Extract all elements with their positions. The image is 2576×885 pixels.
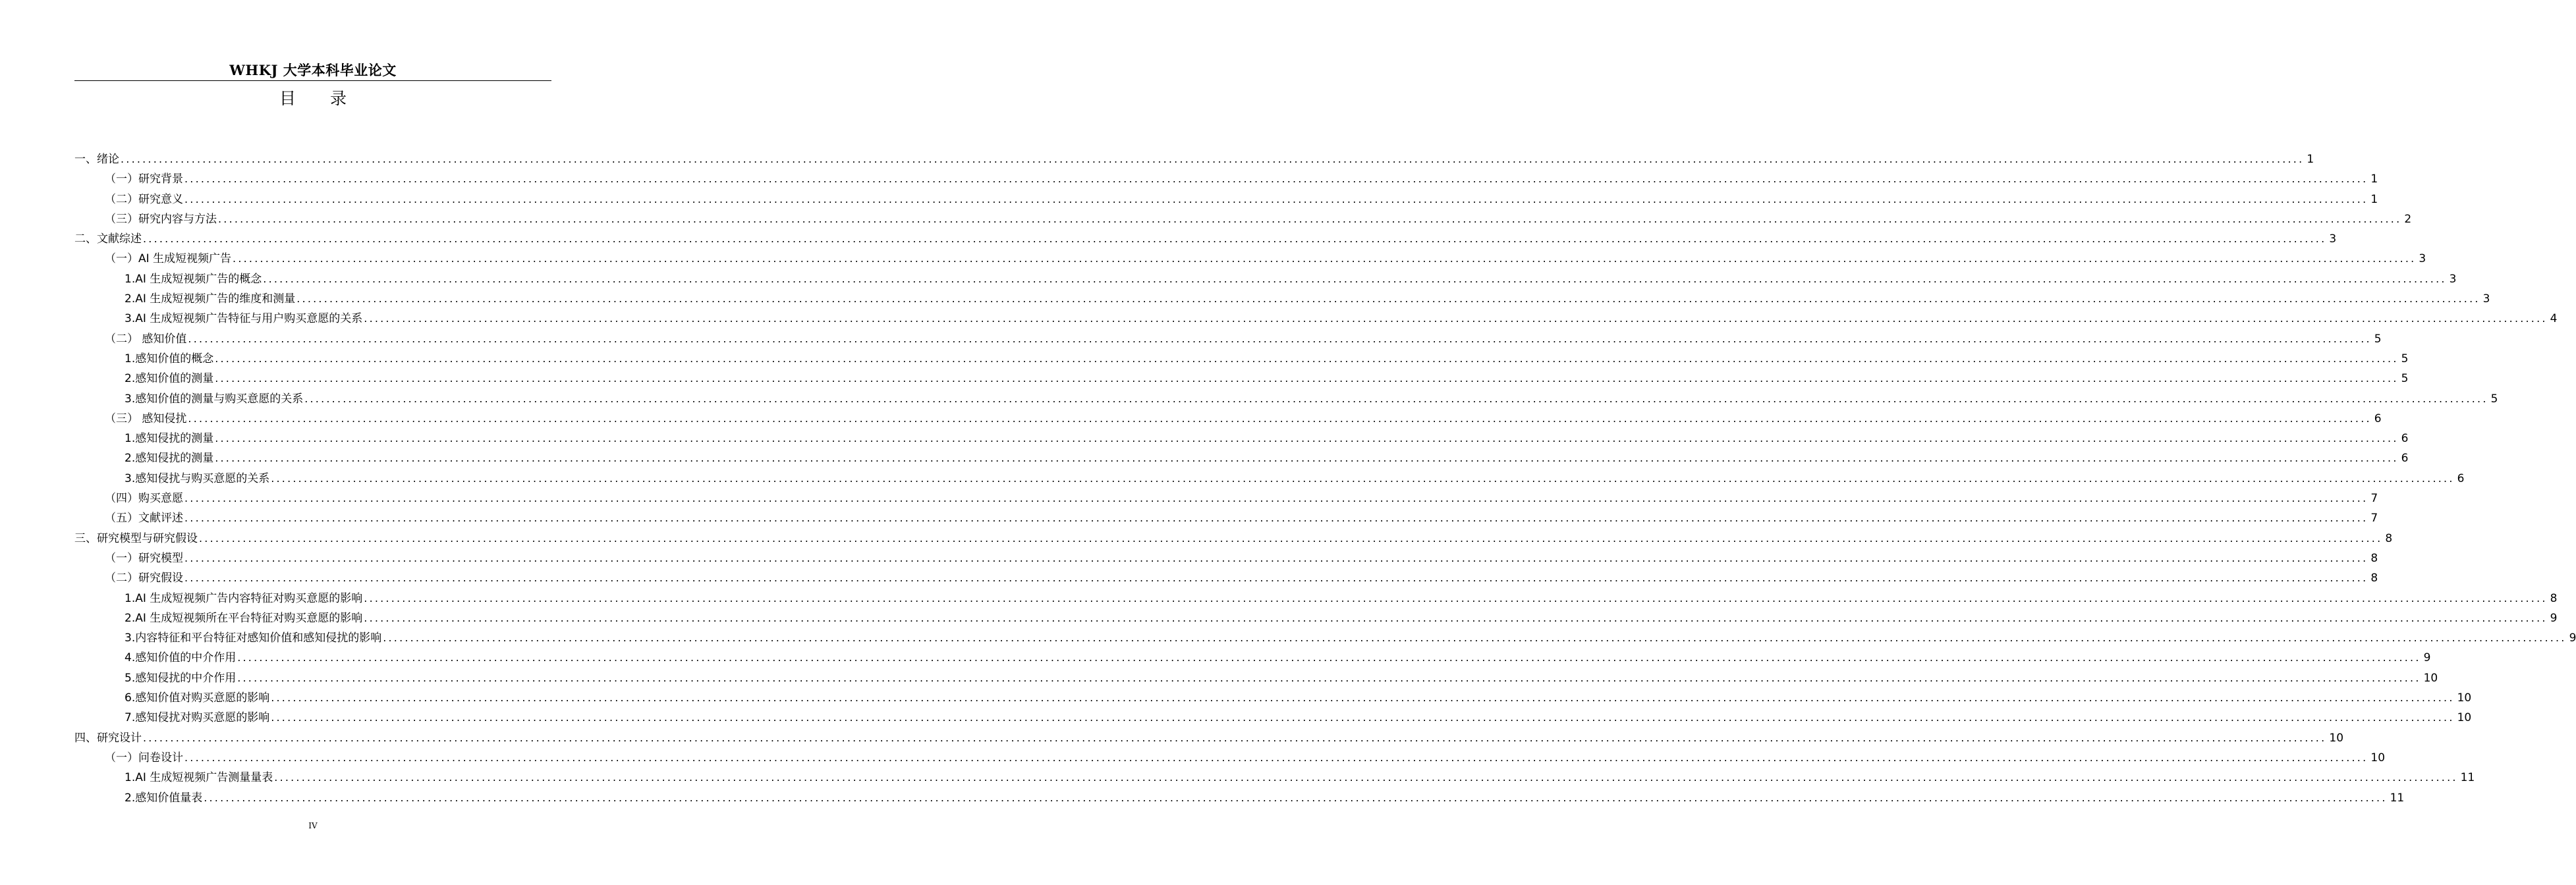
toc-dot-leader: ................................................................................................................................................................................................................................................................................................................................................................................................................ <box>184 751 2368 764</box>
toc-entry <box>74 190 2378 209</box>
toc-entry-title: 3.内容特征和平台特征对感知价值和感知侵扰的影响 <box>125 631 382 645</box>
toc-dot-leader: ................................................................................................................................................................................................................................................................................................................................................................................................................ <box>271 471 2455 485</box>
toc-dot-leader: ................................................................................................................................................................................................................................................................................................................................................................................................................ <box>215 432 2399 445</box>
toc-entry-page: 6 <box>2374 412 2382 425</box>
toc-entry-page: 6 <box>2457 471 2465 485</box>
toc-entry-title: （一）问卷设计 <box>105 751 183 764</box>
toc-entry-page: 3 <box>2449 272 2457 286</box>
toc-entry-page: 8 <box>2370 572 2378 585</box>
toc-entry-page: 9 <box>2550 611 2558 625</box>
toc-entry-page: 6 <box>2401 452 2409 466</box>
toc-dot-leader: ................................................................................................................................................................................................................................................................................................................................................................................................................ <box>237 651 2421 664</box>
toc-entry-page: 1 <box>2307 153 2314 166</box>
toc-entry <box>74 768 2475 788</box>
toc-entry <box>74 349 2409 369</box>
toc-entry <box>74 549 2378 568</box>
toc-entry-title: （二） 感知价值 <box>105 332 187 346</box>
toc-entry-title: 1.AI 生成短视频广告内容特征对购买意愿的影响 <box>125 591 363 605</box>
toc-entry <box>74 469 2465 489</box>
toc-entry-title: 6.感知价值对购买意愿的影响 <box>125 691 270 705</box>
toc-entry <box>74 688 2472 708</box>
toc-dot-leader: ................................................................................................................................................................................................................................................................................................................................................................................................................ <box>184 572 2368 585</box>
toc-dot-leader: ................................................................................................................................................................................................................................................................................................................................................................................................................ <box>188 332 2372 345</box>
toc-dot-leader: ................................................................................................................................................................................................................................................................................................................................................................................................................ <box>184 192 2368 205</box>
toc-entry-page: 6 <box>2401 432 2409 446</box>
toc-entry <box>74 369 2409 389</box>
toc-entry-title: （三）研究内容与方法 <box>105 212 217 226</box>
toc-entry-title: 四、研究设计 <box>74 731 142 745</box>
toc-entry-page: 8 <box>2550 591 2558 605</box>
toc-entry-title: （五）文献评述 <box>105 512 183 525</box>
toc-entry <box>74 648 2431 668</box>
toc-entry <box>74 269 2457 289</box>
toc-entry <box>74 529 2393 549</box>
toc-dot-leader: ................................................................................................................................................................................................................................................................................................................................................................................................................ <box>215 452 2399 465</box>
toc-entry-title: （二）研究意义 <box>105 192 183 206</box>
toc-entry-title: 7.感知侵扰对购买意愿的影响 <box>125 711 270 725</box>
toc-entry-page: 10 <box>2457 691 2472 705</box>
toc-entry-page: 7 <box>2370 492 2378 506</box>
toc-dot-leader: ................................................................................................................................................................................................................................................................................................................................................................................................................ <box>215 352 2399 365</box>
toc-entry <box>74 389 2498 409</box>
toc-entry <box>74 568 2378 588</box>
toc-dot-leader: ................................................................................................................................................................................................................................................................................................................................................................................................................ <box>304 392 2488 405</box>
toc-entry-title: 一、绪论 <box>74 153 119 166</box>
toc-entry-page: 1 <box>2370 192 2378 206</box>
toc-entry <box>74 249 2426 269</box>
toc-entry-title: 1.AI 生成短视频广告测量量表 <box>125 771 273 785</box>
toc-entry-page: 5 <box>2374 332 2382 346</box>
toc-entry <box>74 149 2314 169</box>
toc-entry-page: 5 <box>2401 372 2409 386</box>
toc-entry-page: 11 <box>2390 791 2405 805</box>
toc-dot-leader: ................................................................................................................................................................................................................................................................................................................................................................................................................ <box>121 153 2305 165</box>
toc-entry <box>74 788 2405 808</box>
toc-entry-title: 2.感知价值的测量 <box>125 372 214 386</box>
toc-title: 目 录 <box>279 89 361 108</box>
toc-entry <box>74 309 2558 329</box>
toc-entry-title: 2.感知侵扰的测量 <box>125 452 214 466</box>
toc-entry-title: （四）购买意愿 <box>105 492 183 506</box>
toc-entry-title: 3.AI 生成短视频广告特征与用户购买意愿的关系 <box>125 312 363 326</box>
toc-dot-leader: ................................................................................................................................................................................................................................................................................................................................................................................................................ <box>204 791 2388 804</box>
toc-entry <box>74 628 2576 648</box>
toc-entry <box>74 329 2382 349</box>
toc-entry-title: （一）AI 生成短视频广告 <box>105 252 232 266</box>
toc-entry <box>74 489 2378 508</box>
toc-dot-leader: ................................................................................................................................................................................................................................................................................................................................................................................................................ <box>296 292 2480 306</box>
toc-dot-leader: ................................................................................................................................................................................................................................................................................................................................................................................................................ <box>364 591 2548 604</box>
toc-dot-leader: ................................................................................................................................................................................................................................................................................................................................................................................................................ <box>364 312 2548 325</box>
toc-entry-page: 9 <box>2569 631 2576 645</box>
toc-entry <box>74 668 2438 688</box>
toc-entry-title: 2.AI 生成短视频所在平台特征对购买意愿的影响 <box>125 611 363 625</box>
toc-entry <box>74 448 2409 468</box>
toc-entry-page: 3 <box>2482 292 2490 306</box>
toc-dot-leader: ................................................................................................................................................................................................................................................................................................................................................................................................................ <box>184 551 2368 564</box>
toc-entry-title: 1.感知侵扰的测量 <box>125 432 214 446</box>
toc-dot-leader: ................................................................................................................................................................................................................................................................................................................................................................................................................ <box>199 531 2383 545</box>
toc-entry <box>74 169 2378 189</box>
toc-entry-page: 3 <box>2329 232 2337 246</box>
toc-entry-page: 10 <box>2370 751 2386 764</box>
toc-entry-page: 5 <box>2401 352 2409 365</box>
header-divider <box>74 80 551 81</box>
toc-dot-leader: ................................................................................................................................................................................................................................................................................................................................................................................................................ <box>218 212 2402 225</box>
toc-entry-page: 8 <box>2370 551 2378 565</box>
toc-entry-page: 10 <box>2329 731 2344 745</box>
toc-entry-title: 3.感知侵扰与购买意愿的关系 <box>125 471 270 485</box>
page-number: IV <box>308 821 318 830</box>
toc-entry <box>74 209 2412 229</box>
toc-entry <box>74 608 2558 628</box>
toc-dot-leader: ................................................................................................................................................................................................................................................................................................................................................................................................................ <box>364 611 2548 624</box>
document-header-title: WHKJ 大学本科毕业论文 <box>229 62 397 78</box>
toc-entry <box>74 229 2337 249</box>
toc-entry-title: （三） 感知侵扰 <box>105 412 187 425</box>
toc-entry <box>74 728 2344 748</box>
toc-entry-page: 7 <box>2370 512 2378 525</box>
toc-entry-title: 1.感知价值的概念 <box>125 352 214 365</box>
toc-entry <box>74 289 2490 309</box>
toc-entry-page: 10 <box>2423 671 2438 685</box>
toc-entry-page: 11 <box>2460 771 2475 785</box>
toc-dot-leader: ................................................................................................................................................................................................................................................................................................................................................................................................................ <box>184 173 2368 186</box>
toc-dot-leader: ................................................................................................................................................................................................................................................................................................................................................................................................................ <box>271 691 2455 705</box>
toc-entry-title: （一）研究模型 <box>105 551 183 565</box>
toc-dot-leader: ................................................................................................................................................................................................................................................................................................................................................................................................................ <box>143 232 2327 246</box>
toc-entry-title: 1.AI 生成短视频广告的概念 <box>125 272 262 286</box>
table-of-contents <box>74 149 2576 808</box>
toc-entry-page: 10 <box>2457 711 2472 725</box>
toc-entry <box>74 708 2472 728</box>
toc-entry-page: 4 <box>2550 312 2558 326</box>
toc-dot-leader: ................................................................................................................................................................................................................................................................................................................................................................................................................ <box>271 711 2455 724</box>
toc-entry-title: （一）研究背景 <box>105 173 183 186</box>
toc-dot-leader: ................................................................................................................................................................................................................................................................................................................................................................................................................ <box>383 631 2567 645</box>
toc-entry-page: 1 <box>2370 173 2378 186</box>
toc-entry <box>74 748 2386 768</box>
toc-dot-leader: ................................................................................................................................................................................................................................................................................................................................................................................................................ <box>274 771 2458 784</box>
toc-entry-page: 8 <box>2385 531 2393 545</box>
toc-dot-leader: ................................................................................................................................................................................................................................................................................................................................................................................................................ <box>263 272 2447 285</box>
toc-dot-leader: ................................................................................................................................................................................................................................................................................................................................................................................................................ <box>184 492 2368 505</box>
toc-entry-title: 三、研究模型与研究假设 <box>74 531 198 545</box>
toc-entry <box>74 508 2378 528</box>
toc-entry-page: 2 <box>2404 212 2412 226</box>
toc-entry-title: 3.感知价值的测量与购买意愿的关系 <box>125 392 304 406</box>
toc-entry-page: 3 <box>2419 252 2426 266</box>
toc-entry-title: 5.感知侵扰的中介作用 <box>125 671 237 685</box>
toc-entry <box>74 589 2558 608</box>
toc-entry-title: 二、文献综述 <box>74 232 142 246</box>
toc-entry <box>74 409 2382 429</box>
toc-dot-leader: ................................................................................................................................................................................................................................................................................................................................................................................................................ <box>215 372 2399 385</box>
toc-dot-leader: ................................................................................................................................................................................................................................................................................................................................................................................................................ <box>188 412 2372 425</box>
toc-entry-title: 2.感知价值量表 <box>125 791 203 805</box>
toc-dot-leader: ................................................................................................................................................................................................................................................................................................................................................................................................................ <box>143 731 2327 744</box>
toc-dot-leader: ................................................................................................................................................................................................................................................................................................................................................................................................................ <box>237 671 2421 684</box>
toc-entry-title: 4.感知价值的中介作用 <box>125 651 237 665</box>
toc-entry-title: （二）研究假设 <box>105 572 183 585</box>
toc-entry-title: 2.AI 生成短视频广告的维度和测量 <box>125 292 296 306</box>
toc-entry <box>74 429 2409 448</box>
toc-dot-leader: ................................................................................................................................................................................................................................................................................................................................................................................................................ <box>233 252 2417 265</box>
toc-dot-leader: ................................................................................................................................................................................................................................................................................................................................................................................................................ <box>184 512 2368 525</box>
toc-entry-page: 5 <box>2490 392 2498 406</box>
toc-entry-page: 9 <box>2423 651 2431 665</box>
